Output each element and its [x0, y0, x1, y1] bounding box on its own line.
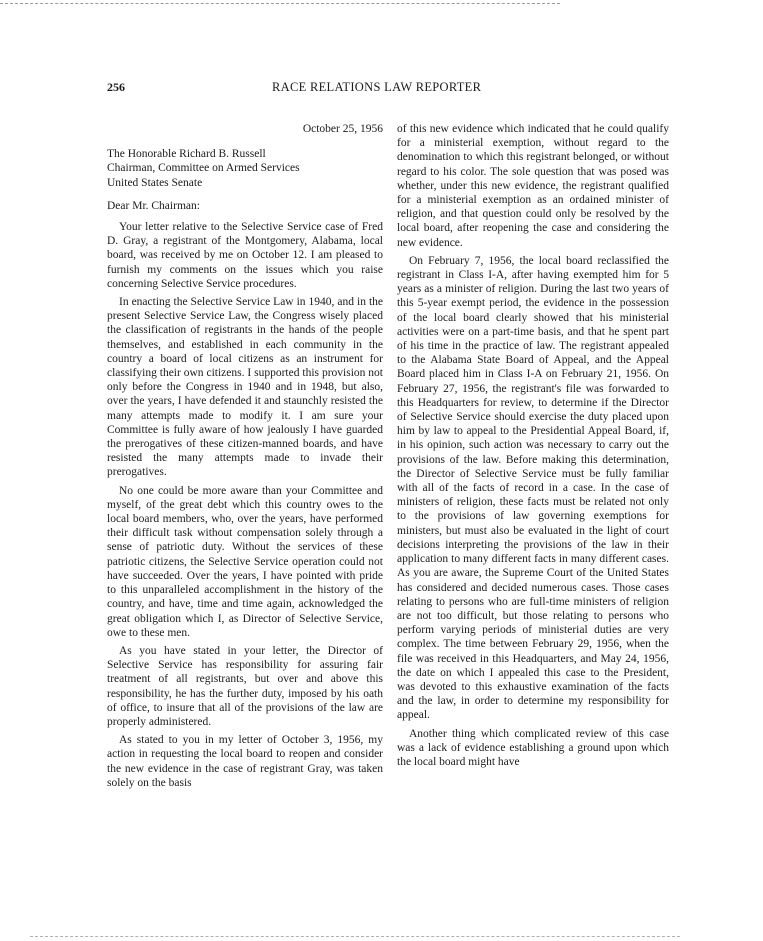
paragraph: As stated to you in my letter of October 3, 1956, my action in requesting the local board to reopen and consider the new evidence in the case of registrant Gray, was taken solely on the basis: [107, 734, 383, 789]
paragraph: Your letter relative to the Selective Service case of Fred D. Gray, a registrant of the Montgomery, Alabama, local board, was received by me on October 12. I am pleased to furnish my comments on the issues which you raise concerning Selective Service procedures.: [107, 221, 383, 290]
paragraph: On February 7, 1956, the local board reclassified the registrant in Class I-A, after having exempted him for 5 years as a minister of religion. During the last two years of this 5-year exempt period, the evidence in the possession of the local board clearly showed that his ministerial activities were on a part-time basis, and that he spent part of his time in the practice of law. The registrant appealed to the Alabama State Board of Appeal, and the Appeal Board placed him in Class I-A on February 21, 1956. On February 27, 1956, the registrant's file was forwarded to this Headquarters for review, to determine if the Director of Selective Service should exercise the duty placed upon him by law to appeal to the Presidential Appeal Board, if, in his opinion, such action was necessary to carry out the provisions of the law. Before making this determination, the Director of Selective Service must be fully familiar with all of the facts of record in a case. In the case of ministers of religion, these facts must be related not only to the provisions of law governing exemptions for ministers, but must also be evaluated in the light of court decisions interpreting the provisions of the law in their application to many different facts in many different cases. As you are aware, the Supreme Court of the United States has considered and decided numerous cases. Those cases relating to persons who are full-time ministers of religion are not too difficult, but those relating to persons who perform varying periods of ministerial duties are very complex. The time between February 29, 1956, when the file was received in this Headquarters, and May 24, 1956, the date on which I appealed this case to the President, was devoted to this exhaustive examination of the facts and the law, in order to determine my responsibility for appeal.: [397, 254, 669, 722]
running-title: RACE RELATIONS LAW REPORTER: [272, 80, 482, 94]
paragraph: In enacting the Selective Service Law in 1940, and in the present Selective Service Law, the Congress wisely placed the classification of registrants in the hands of the people themselves, and established in each community in the country a board of local citizens as an instrument for classifying their own citizens. I supported this provision not only before the Congress in 1940 and in 1948, but also, over the years, I have defended it and staunchly resisted the many attempts made to modify it. I am sure your Committee is fully aware of how jealously I have guarded the prerogatives of these citizen-manned boards, and have resisted the many attempts made to invade their prerogatives.: [107, 296, 383, 479]
address-line: Chairman, Committee on Armed Services: [107, 162, 300, 175]
paragraph-continuation: of this new evidence which indicated that he could qualify for a ministerial exemption, without regard to the denomination to which this registrant belonged, or without regard to his color. The sole question that was posed was whether, under this new evidence, the registrant qualified for a ministerial exemption as an ordained minister of religion, and that question could only be resolved by the local board, after reopening the case and considering the new evidence.: [397, 123, 669, 249]
letter-date: October 25, 1956: [302, 123, 383, 135]
paragraph: No one could be more aware than your Committee and myself, of the great debt which this country owes to the local board members, who, over the years, have performed their difficult task without compensation solely through a sense of patriotic duty. Without the services of these patriotic citizens, the Selective Service operation could not have succeeded. Over the years, I have pointed with pride to this unparalleled accomplishment in the history of the country, and have, time and time again, acknowledged the great obligation which I, as Director of Selective Service, owe to these men.: [107, 484, 383, 639]
right-column: [397, 122, 669, 769]
address-line: The Honorable Richard B. Russell: [107, 148, 266, 161]
page-number: 256: [107, 80, 125, 94]
address-line: United States Senate: [107, 176, 203, 189]
top-scan-rule: [0, 3, 560, 4]
left-column: [107, 122, 383, 790]
paragraph: As you have stated in your letter, the Director of Selective Service has responsibility for assuring fair treatment of all registrants, but over and above this responsibility, he has the further duty, imposed by his oath of office, to insure that all of the provisions of the law are properly administered.: [107, 644, 383, 728]
bottom-scan-rule: [30, 936, 680, 937]
paragraph: Another thing which complicated review of this case was a lack of evidence establishing a ground upon which the local board might have: [397, 727, 669, 768]
salutation: Dear Mr. Chairman:: [107, 199, 200, 212]
